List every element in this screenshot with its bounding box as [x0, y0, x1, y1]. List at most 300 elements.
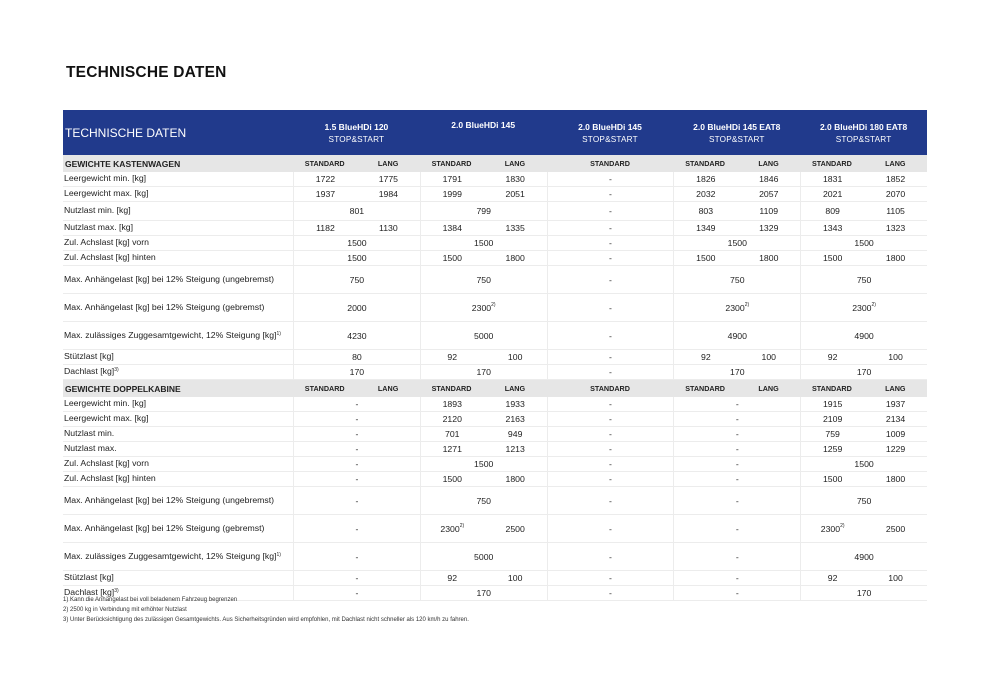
- row-label: [63, 350, 293, 364]
- value-cell: [800, 472, 927, 486]
- value-cell: [420, 251, 547, 265]
- value-cell: [293, 294, 420, 321]
- value-cell: [673, 266, 800, 293]
- cell-value: 1500: [474, 459, 494, 469]
- cell-value: 170: [349, 367, 365, 377]
- table-body: [63, 155, 927, 601]
- cell-value: 750: [349, 274, 365, 285]
- subhead-label: LANG: [885, 159, 906, 168]
- value-cell: [800, 365, 927, 379]
- value-cell: [673, 202, 800, 220]
- cell-value: 170: [730, 367, 745, 377]
- engine-column-header: [547, 110, 674, 155]
- table-row: [63, 294, 927, 322]
- row-label: [63, 204, 293, 218]
- cell-value: 750: [856, 495, 872, 506]
- cell-value: 750: [730, 274, 745, 285]
- table-header-label: TECHNISCHE DATEN: [65, 125, 187, 140]
- value-cell: [547, 322, 674, 349]
- footnote-ref: 2): [840, 522, 845, 529]
- value-cell: [547, 172, 674, 186]
- row-label-text: Dachlast [kg]: [64, 366, 115, 377]
- value-cell: [420, 427, 547, 441]
- value-cell: [420, 202, 547, 220]
- subhead-label: LANG: [885, 384, 906, 393]
- cell-value: 2500: [505, 523, 525, 534]
- row-label: [63, 251, 293, 265]
- cell-value: 100: [888, 573, 903, 583]
- value-cell: [673, 294, 800, 321]
- footnote: 2) 2500 kg in Verbindung mit erhöhter Nutzlast: [63, 607, 187, 613]
- cell-value: -: [355, 523, 359, 534]
- row-label: [63, 187, 293, 201]
- cell-value: -: [609, 414, 612, 424]
- cell-value: -: [735, 444, 739, 454]
- value-cell: [420, 221, 547, 235]
- value-cell: [293, 365, 420, 379]
- cell-value: 1984: [378, 189, 399, 199]
- value-cell: [420, 571, 547, 585]
- value-cell: [293, 427, 420, 441]
- table-row: [63, 187, 927, 202]
- cell-value: -: [355, 495, 359, 506]
- value-cell: [800, 442, 927, 456]
- cell-value: 2163: [505, 414, 525, 424]
- engine-name: 1.5 BlueHDi 120: [324, 121, 389, 132]
- value-cell: [800, 515, 927, 542]
- value-cell: [293, 236, 420, 250]
- table-row: [63, 515, 927, 543]
- cell-value: -: [609, 523, 612, 534]
- cell-value: 5000: [474, 551, 494, 562]
- cell-value-text: 2300: [852, 302, 872, 313]
- cell-value: 2051: [505, 189, 525, 199]
- cell-value: -: [355, 573, 359, 583]
- value-cell: [547, 487, 674, 514]
- engine-variant: STOP&START: [328, 134, 385, 144]
- cell-value: 701: [445, 429, 460, 439]
- value-cell: [420, 350, 547, 364]
- cell-value: -: [735, 588, 739, 598]
- cell-value: -: [609, 495, 612, 506]
- subhead-label: STANDARD: [431, 159, 472, 168]
- value-cell: [420, 543, 547, 570]
- value-cell: [547, 515, 674, 542]
- value-cell: [420, 472, 547, 486]
- row-label: [63, 494, 293, 508]
- subhead-group: [293, 159, 420, 168]
- cell-value: -: [609, 474, 612, 484]
- value-cell: [547, 397, 674, 411]
- cell-value: 2000: [347, 302, 367, 313]
- value-cell: [547, 442, 674, 456]
- cell-value: 4230: [347, 330, 367, 341]
- cell-value: 809: [825, 206, 840, 216]
- subhead-label: STANDARD: [590, 384, 630, 393]
- cell-value: 92: [447, 352, 458, 362]
- row-label: [63, 236, 293, 250]
- value-cell: [673, 187, 800, 201]
- cell-value: 92: [701, 352, 711, 362]
- value-cell: [293, 172, 420, 186]
- cell-value: 1830: [505, 174, 525, 184]
- subhead-label: STANDARD: [811, 159, 852, 168]
- subhead-label: STANDARD: [685, 159, 725, 168]
- cell-value: 2109: [822, 414, 843, 424]
- value-cell: [420, 294, 547, 321]
- value-cell: [800, 427, 927, 441]
- row-label-text: Max. Anhängelast [kg] bei 12% Steigung (ungebremst): [64, 494, 275, 505]
- table-row: [63, 571, 927, 586]
- section-title: GEWICHTE DOPPELKABINE: [65, 383, 181, 394]
- table-row: [63, 350, 927, 365]
- engine-variant: STOP&START: [835, 134, 892, 144]
- cell-value: 1933: [505, 399, 525, 409]
- cell-value: 2120: [442, 414, 462, 424]
- value-cell: [293, 515, 420, 542]
- footnote-ref: 3): [114, 367, 119, 374]
- cell-value: 100: [507, 573, 523, 583]
- cell-value-text: 2300: [440, 523, 460, 534]
- cell-value: 750: [476, 274, 491, 285]
- value-cell: [420, 187, 547, 201]
- cell-value: 2057: [759, 189, 779, 199]
- engine-column-header: [293, 110, 420, 155]
- cell-value: [674, 303, 800, 313]
- subhead-label: LANG: [377, 159, 399, 168]
- value-cell: [420, 365, 547, 379]
- value-cell: [800, 202, 927, 220]
- value-cell: [673, 586, 800, 600]
- row-label-text: Leergewicht min. [kg]: [64, 173, 147, 184]
- value-cell: [673, 427, 800, 441]
- value-cell: [547, 221, 674, 235]
- cell-value: -: [355, 399, 359, 409]
- value-cell: [293, 202, 420, 220]
- value-cell: [547, 251, 674, 265]
- value-cell: [293, 442, 420, 456]
- row-label-text: Zul. Achslast [kg] vorn: [64, 237, 149, 248]
- cell-value: -: [735, 414, 739, 424]
- cell-value: 100: [507, 352, 523, 362]
- subhead-group: [547, 384, 674, 393]
- subhead-group: [420, 159, 547, 168]
- row-label-text: Max. Anhängelast [kg] bei 12% Steigung (gebremst): [64, 301, 265, 312]
- cell-value: 1893: [442, 399, 462, 409]
- row-label-text: Zul. Achslast [kg] hinten: [64, 252, 156, 263]
- cell-value: -: [609, 174, 612, 184]
- cell-value: 4900: [727, 330, 747, 341]
- cell-value: 1937: [885, 399, 906, 409]
- value-cell: [547, 586, 674, 600]
- subhead-group: [673, 159, 800, 168]
- subhead-label: STANDARD: [811, 384, 852, 393]
- cell-value: -: [609, 223, 612, 233]
- value-cell: [673, 457, 800, 471]
- cell-value: [421, 524, 484, 534]
- cell-value: -: [609, 189, 612, 199]
- cell-value: 2500: [885, 523, 906, 534]
- value-cell: [547, 412, 674, 426]
- cell-value: 750: [856, 274, 872, 285]
- section-header: [63, 380, 927, 397]
- subhead-label: STANDARD: [304, 384, 345, 393]
- cell-value: 170: [476, 588, 491, 598]
- value-cell: [800, 350, 927, 364]
- value-cell: [800, 457, 927, 471]
- cell-value: 1335: [505, 223, 525, 233]
- cell-value: 1343: [822, 223, 843, 233]
- engine-column-header: [420, 110, 547, 155]
- value-cell: [800, 294, 927, 321]
- table-row: [63, 472, 927, 487]
- cell-value: 1500: [442, 474, 462, 484]
- row-label-text: Nutzlast min. [kg]: [64, 205, 131, 216]
- cell-value: [801, 303, 927, 313]
- cell-value: 100: [761, 352, 776, 362]
- value-cell: [547, 365, 674, 379]
- subhead-group: [420, 384, 547, 393]
- cell-value: 1271: [442, 444, 462, 454]
- value-cell: [673, 543, 800, 570]
- cell-value: 1130: [379, 223, 398, 233]
- table-row: [63, 365, 927, 380]
- cell-value: 1500: [347, 253, 367, 263]
- cell-value: -: [735, 399, 739, 409]
- subhead-label: LANG: [758, 159, 779, 168]
- value-cell: [293, 322, 420, 349]
- cell-value: 949: [507, 429, 523, 439]
- table-row: [63, 266, 927, 294]
- value-cell: [673, 236, 800, 250]
- row-label-text: Leergewicht max. [kg]: [64, 413, 149, 424]
- cell-value: 2021: [822, 189, 843, 199]
- cell-value: 1846: [759, 174, 779, 184]
- footnotes: [63, 595, 469, 625]
- subhead-group: [800, 159, 927, 168]
- cell-value: -: [735, 495, 739, 506]
- cell-value: -: [609, 444, 612, 454]
- cell-value: 759: [825, 429, 840, 439]
- value-cell: [293, 251, 420, 265]
- table-row: [63, 427, 927, 442]
- row-label: [63, 301, 293, 315]
- value-cell: [293, 397, 420, 411]
- value-cell: [293, 457, 420, 471]
- value-cell: [800, 251, 927, 265]
- cell-value: 1213: [505, 444, 525, 454]
- row-label: [63, 427, 293, 441]
- row-label-text: Leergewicht max. [kg]: [64, 188, 149, 199]
- cell-value: 4900: [854, 551, 874, 562]
- value-cell: [673, 571, 800, 585]
- value-cell: [800, 397, 927, 411]
- value-cell: [420, 266, 547, 293]
- value-cell: [547, 294, 674, 321]
- cell-value: 100: [888, 352, 903, 362]
- section-header: [63, 155, 927, 172]
- cell-value: -: [609, 367, 612, 377]
- cell-value: 1009: [885, 429, 906, 439]
- value-cell: [293, 266, 420, 293]
- cell-value: 1349: [696, 223, 716, 233]
- technical-data-table: [63, 110, 927, 601]
- cell-value: 92: [827, 352, 838, 362]
- cell-value: 2032: [696, 189, 716, 199]
- table-row: [63, 251, 927, 266]
- value-cell: [420, 397, 547, 411]
- value-cell: [420, 172, 547, 186]
- table-row: [63, 487, 927, 515]
- value-cell: [673, 442, 800, 456]
- value-cell: [673, 412, 800, 426]
- value-cell: [800, 172, 927, 186]
- cell-value: -: [609, 274, 612, 285]
- footnote-ref: 2): [744, 301, 750, 308]
- value-cell: [800, 586, 927, 600]
- row-label: [63, 550, 293, 564]
- row-label-text: Nutzlast max.: [64, 443, 117, 454]
- footnote-ref: 3): [114, 588, 119, 595]
- cell-value: -: [735, 474, 739, 484]
- row-label: [63, 457, 293, 471]
- cell-value: 1831: [822, 174, 843, 184]
- row-label: [63, 522, 293, 536]
- section-title: GEWICHTE KASTENWAGEN: [65, 158, 181, 169]
- value-cell: [420, 236, 547, 250]
- cell-value: -: [735, 459, 739, 469]
- cell-value: 1775: [378, 174, 399, 184]
- table-row: [63, 543, 927, 571]
- row-label-text: Leergewicht min. [kg]: [64, 398, 147, 409]
- cell-value: 1259: [822, 444, 843, 454]
- cell-value: -: [609, 206, 612, 216]
- cell-value: 2070: [885, 189, 906, 199]
- value-cell: [673, 515, 800, 542]
- value-cell: [293, 221, 420, 235]
- cell-value: 1500: [442, 253, 462, 263]
- value-cell: [293, 571, 420, 585]
- cell-value: 1852: [885, 174, 906, 184]
- cell-value: 170: [856, 588, 872, 598]
- value-cell: [673, 397, 800, 411]
- row-label-text: Nutzlast min.: [64, 428, 115, 439]
- cell-value: [801, 524, 864, 534]
- row-label-text: Dachlast [kg]: [64, 587, 115, 598]
- row-label-text: Stützlast [kg]: [64, 572, 114, 583]
- row-label-text: Max. Anhängelast [kg] bei 12% Steigung (ungebremst): [64, 273, 275, 284]
- cell-value: 750: [476, 495, 491, 506]
- value-cell: [547, 202, 674, 220]
- cell-value: -: [355, 474, 359, 484]
- row-label: [63, 365, 293, 379]
- value-cell: [420, 442, 547, 456]
- row-label: [63, 412, 293, 426]
- cell-value: 1800: [759, 253, 779, 263]
- cell-value: -: [609, 253, 612, 263]
- cell-value: 1999: [442, 189, 462, 199]
- cell-value: -: [609, 573, 612, 583]
- row-label: [63, 273, 293, 287]
- cell-value: 1500: [822, 253, 843, 263]
- cell-value: 1937: [315, 189, 336, 199]
- value-cell: [293, 472, 420, 486]
- cell-value: 1384: [442, 223, 462, 233]
- value-cell: [673, 221, 800, 235]
- row-label-text: Max. zulässiges Zuggesamtgewicht, 12% Steigung [kg]: [64, 550, 277, 561]
- cell-value: -: [609, 352, 612, 362]
- value-cell: [420, 515, 547, 542]
- cell-value: -: [609, 330, 612, 341]
- cell-value: 1500: [822, 474, 843, 484]
- value-cell: [800, 322, 927, 349]
- row-label-text: Nutzlast max. [kg]: [64, 222, 134, 233]
- value-cell: [547, 427, 674, 441]
- value-cell: [800, 221, 927, 235]
- cell-value-text: 2300: [471, 302, 492, 313]
- subhead-label: LANG: [758, 384, 779, 393]
- engine-name: 2.0 BlueHDi 145: [451, 120, 516, 130]
- cell-value: -: [355, 414, 359, 424]
- page-title: TECHNISCHE DATEN: [66, 64, 227, 81]
- row-label: [63, 397, 293, 411]
- value-cell: [293, 187, 420, 201]
- cell-value: 1500: [696, 253, 716, 263]
- cell-value: 1800: [505, 253, 525, 263]
- cell-value: 1182: [316, 223, 335, 233]
- row-label: [63, 472, 293, 486]
- cell-value: 1826: [696, 174, 716, 184]
- value-cell: [293, 487, 420, 514]
- cell-value: 2134: [885, 414, 906, 424]
- value-cell: [547, 350, 674, 364]
- cell-value: 1791: [442, 174, 462, 184]
- value-cell: [673, 172, 800, 186]
- row-label: [63, 329, 293, 343]
- cell-value: 1229: [885, 444, 906, 454]
- value-cell: [800, 412, 927, 426]
- subhead-group: [673, 384, 800, 393]
- cell-value-text: 2300: [820, 523, 841, 534]
- table-header: [63, 110, 927, 155]
- cell-value: 799: [476, 206, 491, 216]
- cell-value: -: [735, 429, 739, 439]
- cell-value: 801: [349, 206, 365, 216]
- footnote-ref: 1): [276, 551, 281, 558]
- cell-value: -: [609, 302, 612, 313]
- cell-value: 1323: [885, 223, 906, 233]
- cell-value: -: [735, 551, 739, 562]
- engine-name: 2.0 BlueHDi 180 EAT8: [819, 121, 908, 132]
- subhead-group: [547, 159, 674, 168]
- value-cell: [673, 487, 800, 514]
- row-label-text: Zul. Achslast [kg] vorn: [64, 458, 149, 469]
- value-cell: [420, 322, 547, 349]
- engine-column-header: [673, 110, 800, 155]
- table-row: [63, 457, 927, 472]
- cell-value: -: [609, 459, 612, 469]
- cell-value: 1105: [886, 206, 905, 216]
- cell-value: 80: [352, 352, 362, 362]
- value-cell: [673, 251, 800, 265]
- row-label: [63, 571, 293, 585]
- cell-value: 1800: [885, 474, 906, 484]
- footnote: 3) Unter Berücksichtigung des zulässigen Gesamtgewichts. Aus Sicherheitsgründen wird empfohlen, mit Dachlast nicht schneller als 120 km/h zu fahren.: [63, 617, 469, 623]
- table-row: [63, 172, 927, 187]
- engine-name: 2.0 BlueHDi 145: [578, 121, 642, 132]
- cell-value: 92: [827, 573, 838, 583]
- cell-value: -: [609, 238, 612, 248]
